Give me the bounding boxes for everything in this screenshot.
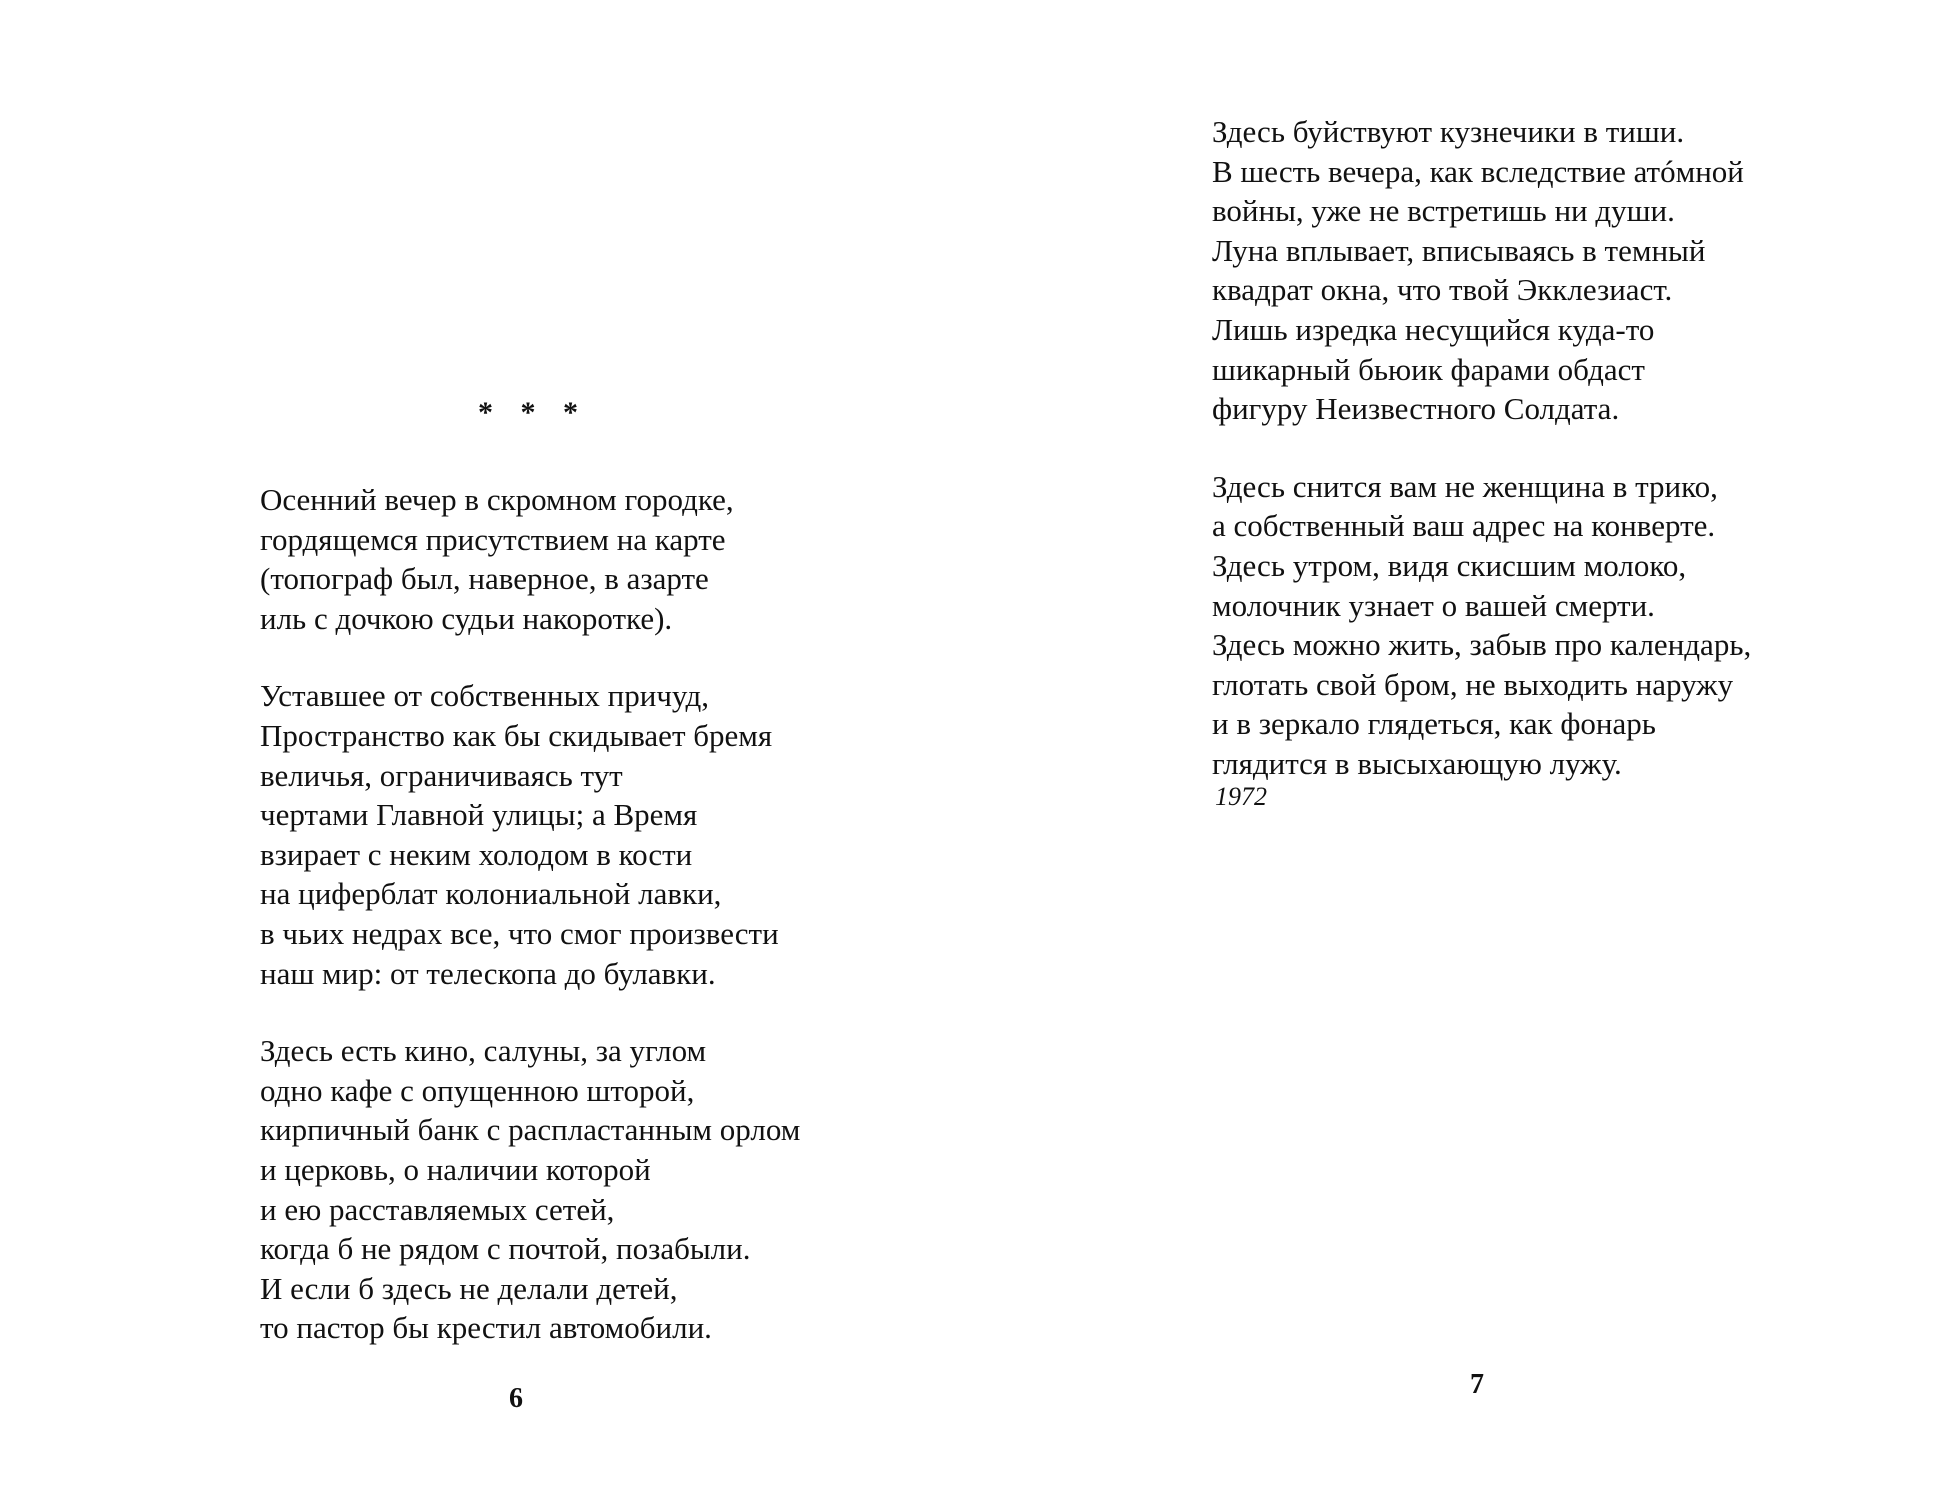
right-page bbox=[979, 0, 1958, 1493]
poem-line: глядится в высыхающую лужу. bbox=[1212, 745, 1622, 781]
poem-line: Луна вплывает, вписываясь в темный bbox=[1212, 232, 1706, 268]
poem-line: Здесь утром, видя скисшим молоко, bbox=[1212, 547, 1687, 583]
poem-line: шикарный бьюик фарами обдаст bbox=[1212, 351, 1645, 387]
poem-line: на циферблат колониальной лавки, bbox=[260, 876, 722, 912]
stanza-3 bbox=[260, 1031, 800, 1348]
poem-line: (топограф был, наверное, в азарте bbox=[260, 561, 709, 597]
poem-line: В шесть вечера, как вследствие атóмной bbox=[1212, 153, 1744, 189]
poem-line: кирпичный банк с распластанным орлом bbox=[260, 1112, 801, 1148]
poem-line: одно кафе с опущенною шторой, bbox=[260, 1072, 695, 1108]
poem-line: и в зеркало глядеться, как фонарь bbox=[1212, 706, 1656, 742]
poem-line: иль с дочкою судьи накоротке). bbox=[260, 600, 673, 636]
stanza-5 bbox=[1212, 467, 1751, 784]
poem-line: Здесь есть кино, салуны, за углом bbox=[260, 1033, 707, 1069]
poem-line: Здесь снится вам не женщина в трико, bbox=[1212, 468, 1718, 504]
poem-line: молочник узнает о вашей смерти. bbox=[1212, 587, 1655, 623]
poem-year: 1972 bbox=[1215, 782, 1267, 811]
stanza-separator: * * * bbox=[478, 396, 588, 429]
poem-line: величья, ограничиваясь тут bbox=[260, 757, 623, 793]
poem-line: Уставшее от собственных причуд, bbox=[260, 678, 709, 714]
poem-line: когда б не рядом с почтой, позабыли. bbox=[260, 1231, 751, 1267]
poem-line: И если б здесь не делали детей, bbox=[260, 1270, 678, 1306]
poem-line: фигуру Неизвестного Солдата. bbox=[1212, 391, 1620, 427]
poem-line: гордящемся присутствием на карте bbox=[260, 521, 726, 557]
poem-line: Пространство как бы скидывает бремя bbox=[260, 717, 773, 753]
poem-line: а собственный ваш адрес на конверте. bbox=[1212, 508, 1716, 544]
poem-line: наш мир: от телескопа до булавки. bbox=[260, 955, 716, 991]
poem-line: войны, уже не встретишь ни души. bbox=[1212, 193, 1675, 229]
page-number-right: 7 bbox=[1470, 1369, 1484, 1400]
poem-line: то пастор бы крестил автомобили. bbox=[260, 1310, 712, 1346]
poem-line: в чьих недрах все, что смог произвести bbox=[260, 915, 779, 951]
poem-line: Осенний вечер в скромном городке, bbox=[260, 482, 734, 517]
poem-line: взирает с неким холодом в кости bbox=[260, 836, 693, 872]
page-number-left: 6 bbox=[509, 1383, 523, 1414]
stanza-4 bbox=[1212, 112, 1751, 429]
poem-line: и церковь, о наличии которой bbox=[260, 1151, 651, 1187]
poem-line: и ею расставляемых сетей, bbox=[260, 1191, 615, 1227]
stanza-2 bbox=[260, 676, 800, 993]
poem-line: глотать свой бром, не выходить наружу bbox=[1212, 666, 1734, 702]
poem-line: Здесь можно жить, забыв про календарь, bbox=[1212, 627, 1752, 663]
poem-line: квадрат окна, что твой Экклезиаст. bbox=[1212, 272, 1673, 308]
poem-line: Здесь буйствуют кузнечики в тиши. bbox=[1212, 114, 1685, 149]
poem-line: чертами Главной улицы; а Время bbox=[260, 797, 698, 833]
poem-line: Лишь изредка несущийся куда-то bbox=[1212, 311, 1655, 347]
poem-text-right bbox=[1212, 112, 1751, 784]
poem-text-left bbox=[260, 480, 800, 1348]
stanza-1 bbox=[260, 480, 800, 638]
